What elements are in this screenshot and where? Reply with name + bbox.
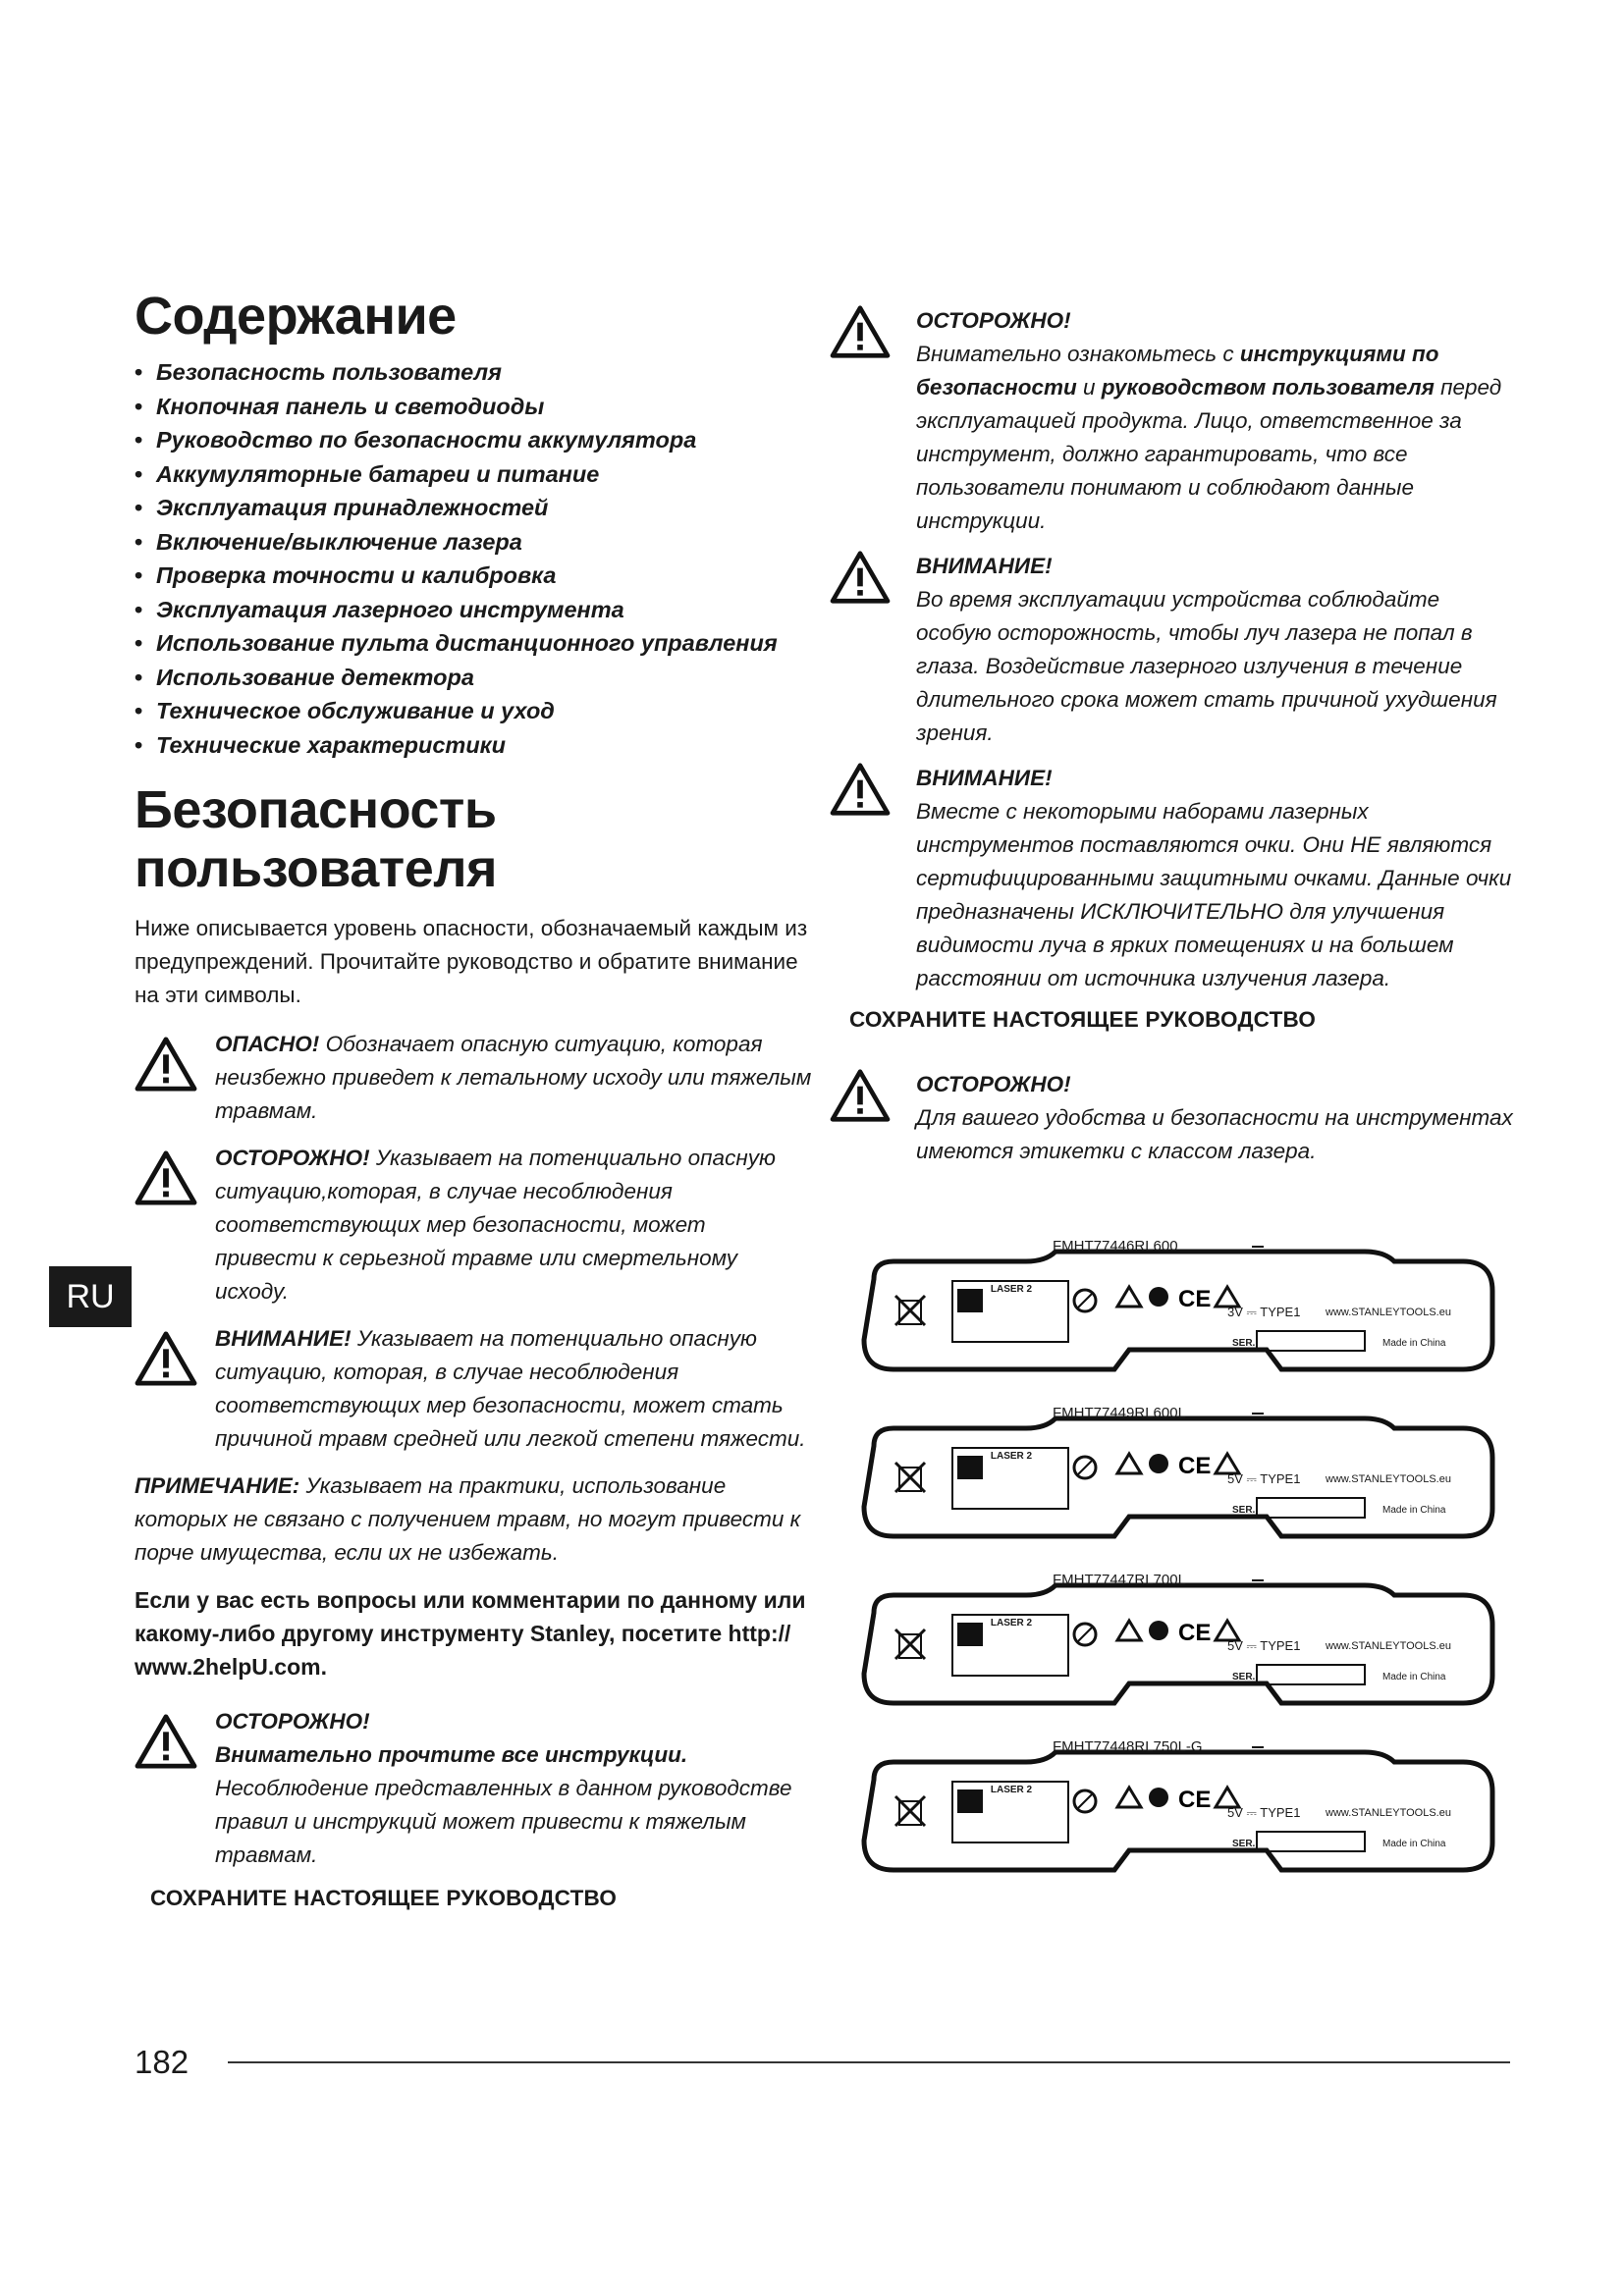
label-made-in: Made in China bbox=[1382, 1505, 1446, 1516]
label-model: FMHT77447RL700L bbox=[1053, 1572, 1186, 1588]
list-item: • Эксплуатация лазерного инструмента bbox=[135, 593, 812, 627]
w1-e: перед эксплуатацией продукта. Лицо, ответственное за инструмент, должно гарантировать, что все пользователи понимают и соблюдают данные инструкции. bbox=[916, 375, 1502, 533]
list-item: • Использование пульта дистанционного управления bbox=[135, 626, 812, 661]
label-made-in: Made in China bbox=[1382, 1338, 1446, 1349]
w1-head: ОСТОРОЖНО! bbox=[916, 308, 1071, 333]
svg-text:CE: CE bbox=[1178, 1286, 1212, 1312]
label-laser-class: LASER 2 bbox=[990, 1618, 1033, 1629]
warning-icon bbox=[135, 1149, 197, 1206]
save-manual-right: СОХРАНИТЕ НАСТОЯЩЕЕ РУКОВОДСТВО bbox=[849, 1007, 1317, 1032]
label-voltage: 5V ⎓ TYPE1 bbox=[1227, 1471, 1301, 1486]
label-serial: SER. bbox=[1232, 1338, 1256, 1349]
label-url: www.STANLEYTOOLS.eu bbox=[1326, 1307, 1451, 1318]
label-warning bbox=[830, 1068, 1517, 1168]
laser-label bbox=[835, 1733, 1512, 1899]
label-model: FMHT77446RL600 bbox=[1053, 1238, 1178, 1255]
list-item: • Безопасность пользователя bbox=[135, 355, 812, 390]
svg-text:CE: CE bbox=[1178, 1453, 1212, 1479]
label-voltage: 5V ⎓ TYPE1 bbox=[1227, 1805, 1301, 1820]
contents-list bbox=[135, 355, 812, 762]
warning-icon bbox=[135, 1036, 197, 1093]
list-item: • Техническое обслуживание и уход bbox=[135, 694, 812, 728]
label-model: FMHT77449RL600L bbox=[1053, 1405, 1186, 1421]
right-column bbox=[830, 304, 1517, 1180]
label-serial: SER. bbox=[1232, 1839, 1256, 1849]
w1-a: Внимательно ознакомьтесь с bbox=[916, 342, 1234, 366]
read-warn-text: Несоблюдение представленных в данном руководстве правил и инструкций может привести к тяжелым травмам. bbox=[215, 1776, 792, 1868]
save-manual-left: СОХРАНИТЕ НАСТОЯЩЕЕ РУКОВОДСТВО bbox=[150, 1886, 618, 1911]
warning-head: ОСТОРОЖНО! bbox=[215, 1146, 370, 1171]
instructions-warning bbox=[830, 304, 1517, 538]
svg-text:CE: CE bbox=[1178, 1620, 1212, 1646]
danger-level bbox=[135, 1028, 812, 1128]
list-item: • Технические характеристики bbox=[135, 728, 812, 763]
w4-text: Для вашего удобства и безопасности на инструментах имеются этикетки с классом лазера. bbox=[916, 1105, 1513, 1163]
caution-head: ВНИМАНИЕ! bbox=[215, 1326, 352, 1352]
svg-text:CE: CE bbox=[1178, 1787, 1212, 1813]
laser-label bbox=[835, 1399, 1512, 1566]
language-tab: RU bbox=[49, 1266, 132, 1327]
warning-icon bbox=[830, 1068, 891, 1123]
read-warn-bold: Внимательно прочтите все инструкции. bbox=[215, 1742, 688, 1768]
label-serial: SER. bbox=[1232, 1672, 1256, 1682]
footer-divider bbox=[228, 2061, 1510, 2063]
label-voltage: 5V ⎓ TYPE1 bbox=[1227, 1638, 1301, 1653]
w1-c: и bbox=[1083, 375, 1096, 400]
eye-warning bbox=[830, 550, 1517, 750]
w2-text: Во время эксплуатации устройства соблюдайте особую осторожность, чтобы луч лазера не попал в глаза. Воздействие лазерного излучения в течение длительного срока может стать причиной ухудшения зрения. bbox=[916, 587, 1497, 745]
label-url: www.STANLEYTOOLS.eu bbox=[1326, 1640, 1451, 1652]
danger-head: ОПАСНО! bbox=[215, 1032, 320, 1057]
read-warn-head: ОСТОРОЖНО! bbox=[215, 1709, 370, 1735]
safety-title: Безопасность пользователя bbox=[135, 780, 498, 898]
list-item: • Включение/выключение лазера bbox=[135, 525, 812, 560]
caution-text: Указывает на потенциально опасную ситуацию, которая, в случае несоблюдения соответствующих мер безопасности, может стать причиной травм средней или легкой степени тяжести. bbox=[215, 1326, 806, 1452]
warning-icon bbox=[830, 304, 891, 359]
warning-icon bbox=[830, 550, 891, 605]
list-item: • Руководство по безопасности аккумулятора bbox=[135, 423, 812, 457]
left-column bbox=[135, 288, 812, 1911]
laser-label bbox=[835, 1566, 1512, 1733]
list-item: • Проверка точности и калибровка bbox=[135, 559, 812, 593]
warning-level bbox=[135, 1142, 812, 1308]
laser-label bbox=[835, 1232, 1512, 1399]
w3-text: Вместе с некоторыми наборами лазерных инструментов поставляются очки. Они НЕ являются сертифицированными защитными очками. Данные очки предназначены ИСКЛЮЧИТЕЛЬНО для улучшения видимости луча в ярких помещениях и на большем расстоянии от источника излучения лазера. bbox=[916, 799, 1512, 990]
note-text: Указывает на практики, использование которых не связано с получением травм, но могут привести к порче имущества, если их не избежать. bbox=[135, 1473, 801, 1566]
contents-title: Содержание bbox=[135, 287, 457, 346]
list-item: • Кнопочная панель и светодиоды bbox=[135, 390, 812, 424]
w1-d: руководством пользователя bbox=[1101, 375, 1435, 400]
label-made-in: Made in China bbox=[1382, 1672, 1446, 1682]
glasses-warning bbox=[830, 762, 1517, 995]
page-number: 182 bbox=[135, 2044, 189, 2080]
note-paragraph bbox=[135, 1469, 812, 1570]
note-label: ПРИМЕЧАНИЕ: bbox=[135, 1473, 300, 1499]
label-made-in: Made in China bbox=[1382, 1839, 1446, 1849]
label-laser-class: LASER 2 bbox=[990, 1284, 1033, 1295]
warning-icon bbox=[135, 1713, 197, 1770]
safety-intro: Ниже описывается уровень опасности, обозначаемый каждым из предупреждений. Прочитайте руководство и обратите внимание на эти символы. bbox=[135, 916, 808, 1008]
label-serial: SER. bbox=[1232, 1505, 1256, 1516]
contact-paragraph: Если у вас есть вопросы или комментарии по данному или какому-либо другому инструменту Stanley, посетите http:// www.2helpU.com. bbox=[135, 1587, 806, 1681]
list-item: • Эксплуатация принадлежностей bbox=[135, 491, 812, 525]
caution-level bbox=[135, 1322, 812, 1456]
w4-head: ОСТОРОЖНО! bbox=[916, 1072, 1071, 1096]
label-model: FMHT77448RL750L-G bbox=[1053, 1738, 1203, 1755]
w3-head: ВНИМАНИЕ! bbox=[916, 766, 1053, 790]
label-laser-class: LASER 2 bbox=[990, 1785, 1033, 1795]
warning-text: Указывает на потенциально опасную ситуацию,которая, в случае несоблюдения соответствующих мер безопасности, может привести к серьезной травме или смертельному исходу. bbox=[215, 1146, 776, 1305]
read-instructions-warning bbox=[135, 1705, 812, 1872]
label-url: www.STANLEYTOOLS.eu bbox=[1326, 1473, 1451, 1485]
w2-head: ВНИМАНИЕ! bbox=[916, 554, 1053, 578]
laser-labels bbox=[835, 1232, 1522, 1899]
label-laser-class: LASER 2 bbox=[990, 1451, 1033, 1462]
danger-text: Обозначает опасную ситуацию, которая неизбежно приведет к летальному исходу или тяжелым травмам. bbox=[215, 1032, 812, 1124]
label-voltage: 3V ⎓ TYPE1 bbox=[1227, 1305, 1301, 1319]
w1-b: инструкциями по безопасности bbox=[916, 342, 1439, 400]
label-url: www.STANLEYTOOLS.eu bbox=[1326, 1807, 1451, 1819]
list-item: • Использование детектора bbox=[135, 661, 812, 695]
list-item: • Аккумуляторные батареи и питание bbox=[135, 457, 812, 492]
warning-icon bbox=[135, 1330, 197, 1387]
warning-icon bbox=[830, 762, 891, 817]
